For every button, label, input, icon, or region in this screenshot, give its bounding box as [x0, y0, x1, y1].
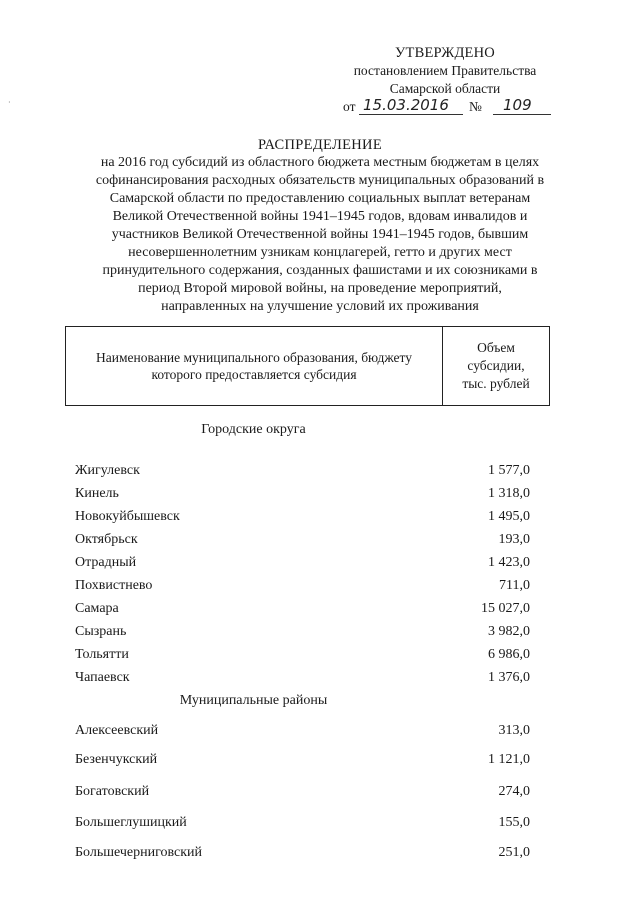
table-row — [75, 509, 530, 529]
subsidy-value: 15 027,0 — [481, 601, 530, 616]
number-label: № — [469, 99, 482, 114]
subsidy-value: 1 423,0 — [488, 555, 530, 570]
table-row — [75, 752, 530, 772]
approval-line-2: Самарской области — [389, 81, 501, 96]
subtitle-line: на 2016 год субсидий из областного бюджета местным бюджетам в целях — [100, 155, 540, 170]
section-title: Городские округа — [201, 422, 306, 437]
table-row — [75, 555, 530, 575]
municipality-name: Богатовский — [75, 784, 150, 799]
municipality-name: Большеглушицкий — [75, 815, 187, 830]
subtitle-line: несовершеннолетним узникам концлагерей, гетто и других мест — [128, 245, 512, 260]
document-subtitle — [50, 154, 590, 316]
municipality-name: Жигулевск — [75, 463, 140, 478]
table-row — [75, 845, 530, 865]
municipality-name: Тольятти — [75, 647, 129, 662]
municipality-name: Кинель — [75, 486, 119, 501]
approval-date: 15.03.2016 — [363, 96, 449, 114]
table-row — [75, 486, 530, 506]
column-header-name: Наименование муниципального образования, бюджету которого предоставляется субсидия — [66, 327, 443, 405]
table-row — [75, 601, 530, 621]
table-row — [75, 578, 530, 598]
date-from-label: от — [343, 99, 356, 114]
municipality-name: Октябрьск — [75, 532, 138, 547]
table-row — [75, 815, 530, 835]
subtitle-line: участников Великой Отечественной войны 1941–1945 годов, бывшим — [111, 227, 529, 242]
section-title: Муниципальные районы — [179, 693, 328, 708]
subsidy-value: 1 495,0 — [488, 509, 530, 524]
municipality-name: Отрадный — [75, 555, 137, 570]
column-header-volume: Объем субсидии, тыс. рублей — [462, 340, 530, 391]
subsidy-value: 155,0 — [498, 815, 530, 830]
approval-heading: УТВЕРЖДЕНО — [395, 45, 495, 61]
municipality-name: Самара — [75, 601, 119, 616]
subsidy-value: 1 318,0 — [488, 486, 530, 501]
municipality-name: Чапаевск — [75, 670, 130, 685]
municipality-name: Алексеевский — [75, 723, 159, 738]
table-row — [75, 647, 530, 667]
subtitle-line: направленных на улучшение условий их проживания — [161, 299, 479, 314]
subtitle-line: Самарской области по предоставлению социальных выплат ветеранам — [109, 191, 531, 206]
subsidy-value: 1 376,0 — [488, 670, 530, 685]
subsidy-value: 313,0 — [498, 723, 530, 738]
subsidy-value: 1 121,0 — [488, 752, 530, 767]
subsidy-value: 274,0 — [498, 784, 530, 799]
municipality-name: Сызрань — [75, 624, 127, 639]
subsidy-value: 251,0 — [498, 845, 530, 860]
subtitle-line: принудительного содержания, созданных фашистами и их союзниками в — [102, 263, 538, 278]
approval-block — [330, 44, 560, 98]
subsidy-value: 3 982,0 — [488, 624, 530, 639]
municipality-name: Новокуйбышевск — [75, 509, 180, 524]
subsidy-value: 193,0 — [498, 532, 530, 547]
subsidy-value: 1 577,0 — [488, 463, 530, 478]
document-title: РАСПРЕДЕЛЕНИЕ — [258, 137, 382, 153]
table-row — [75, 463, 530, 483]
table-row — [75, 723, 530, 743]
subtitle-line: период Второй мировой войны, на проведение мероприятий, — [138, 281, 502, 296]
table-header — [65, 326, 550, 406]
approval-number: 109 — [503, 96, 532, 114]
municipality-name: Безенчукский — [75, 752, 158, 767]
table-row — [75, 624, 530, 644]
subsidy-value: 6 986,0 — [488, 647, 530, 662]
table-row — [75, 670, 530, 690]
approval-date-line — [343, 97, 553, 119]
number-underline — [493, 114, 551, 115]
table-row — [75, 784, 530, 804]
subtitle-line: Великой Отечественной войны 1941–1945 годов, вдовам инвалидов и — [112, 209, 528, 224]
approval-line-1: постановлением Правительства — [353, 63, 537, 78]
margin-mark: · — [8, 98, 11, 107]
municipality-name: Большечерниговский — [75, 845, 203, 860]
municipality-name: Похвистнево — [75, 578, 153, 593]
subsidy-value: 711,0 — [499, 578, 530, 593]
table-row — [75, 532, 530, 552]
subtitle-line: софинансирования расходных обязательств муниципальных образований в — [95, 173, 545, 188]
date-underline — [359, 114, 463, 115]
